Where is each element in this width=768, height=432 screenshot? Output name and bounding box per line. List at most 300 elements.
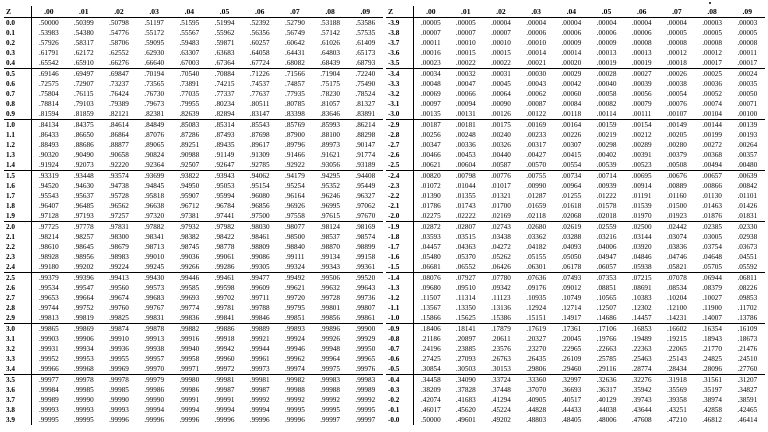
table-row	[386, 313, 765, 324]
probability-cell: .93822	[172, 171, 207, 182]
z-value-cell: -0.5	[386, 364, 413, 375]
probability-cell: .99993	[73, 406, 94, 414]
probability-cell: .15151	[526, 314, 547, 322]
probability-cell: .00164	[554, 120, 589, 131]
z-value-cell: 2.5	[4, 273, 31, 284]
probability-cell: .00017	[737, 59, 758, 67]
probability-cell: .99910	[109, 335, 129, 343]
probability-cell: .73891	[179, 80, 200, 88]
probability-cell: .99266	[179, 263, 200, 271]
probability-cell: .00939	[596, 182, 617, 190]
probability-cell: .88298	[355, 131, 376, 139]
probability-cell: .00060	[561, 90, 582, 98]
probability-cell: .14007	[702, 314, 722, 322]
probability-cell: .00036	[702, 80, 722, 88]
z-value-cell: 3.1	[4, 334, 31, 344]
z-value-cell: -3.9	[386, 18, 413, 29]
z-value-cell: 1.4	[4, 160, 31, 171]
probability-cell: .02500	[624, 222, 659, 233]
probability-cell: .96246	[320, 192, 340, 200]
probability-cell: .00052	[702, 90, 722, 98]
table-row	[386, 405, 765, 415]
probability-cell: .82121	[109, 110, 129, 118]
probability-cell: .71226	[242, 69, 277, 80]
probability-cell: .99996	[144, 416, 165, 424]
probability-cell: .96712	[179, 202, 200, 210]
table-row	[4, 222, 383, 233]
probability-cell: .94062	[242, 171, 277, 182]
z-value-cell: 0.2	[4, 38, 31, 48]
probability-cell: .00084	[561, 100, 582, 108]
probability-cell: .98300	[109, 233, 129, 241]
probability-cell: .16853	[624, 324, 659, 335]
probability-cell: .00035	[737, 80, 758, 88]
probability-cell: .98645	[73, 243, 94, 251]
probability-cell: .14686	[596, 314, 617, 322]
probability-cell: .00264	[737, 141, 758, 149]
probability-cell: .89251	[179, 141, 200, 149]
probability-cell: .91774	[355, 151, 376, 159]
probability-cell: .99245	[144, 263, 165, 271]
probability-cell: .00914	[631, 182, 652, 190]
probability-cell: .00453	[455, 151, 476, 159]
probability-cell: .94738	[109, 182, 129, 190]
probability-cell: .00676	[659, 171, 694, 182]
probability-cell: .00256	[420, 131, 441, 139]
hundredths-column-header: .04	[172, 6, 207, 18]
probability-cell: .99878	[137, 324, 172, 335]
probability-cell: .29116	[596, 365, 617, 373]
table-row	[4, 364, 383, 375]
probability-cell: .00139	[730, 120, 765, 131]
probability-cell: .90658	[109, 151, 129, 159]
z-value-cell: 1.9	[4, 211, 31, 222]
table-row	[386, 201, 765, 211]
probability-cell: .85543	[242, 120, 277, 131]
probability-cell: .00122	[526, 110, 547, 118]
probability-cell: .00111	[632, 110, 652, 118]
probability-cell: .98809	[249, 243, 270, 251]
probability-cell: .00964	[561, 182, 582, 190]
probability-cell: .77337	[214, 90, 235, 98]
probability-cell: .61791	[38, 49, 59, 57]
z-value-cell: -1.4	[386, 273, 413, 284]
hundredths-column-header: .03	[137, 6, 172, 18]
probability-cell: .99506	[313, 273, 348, 284]
probability-cell: .00233	[526, 131, 547, 139]
probability-cell: .00020	[561, 59, 582, 67]
probability-cell: .99547	[73, 284, 94, 292]
probability-cell: .97320	[144, 212, 165, 220]
probability-cell: .40905	[526, 396, 547, 404]
probability-cell: .98574	[355, 233, 376, 241]
probability-cell: .92220	[109, 161, 129, 169]
probability-cell: .97982	[207, 222, 242, 233]
probability-cell: .03836	[667, 243, 687, 251]
probability-cell: .07215	[624, 273, 659, 284]
probability-cell: .77637	[249, 90, 270, 98]
probability-cell: .10749	[561, 294, 582, 302]
probability-cell: .87286	[179, 131, 200, 139]
probability-cell: .06057	[596, 263, 617, 271]
probability-cell: .00023	[420, 59, 441, 67]
probability-cell: .97725	[31, 222, 66, 233]
probability-cell: .93319	[31, 171, 66, 182]
probability-cell: .90490	[73, 151, 94, 159]
probability-cell: .49601	[455, 416, 476, 424]
probability-cell: .47210	[667, 416, 687, 424]
probability-cell: .03515	[455, 233, 476, 241]
probability-cell: .01160	[667, 192, 687, 200]
probability-cell: .10027	[702, 294, 722, 302]
probability-cell: .01321	[491, 192, 511, 200]
table-row	[4, 99, 383, 109]
probability-cell: .31207	[730, 375, 765, 386]
probability-cell: .96327	[355, 192, 376, 200]
probability-cell: .97831	[101, 222, 136, 233]
probability-cell: .70194	[137, 69, 172, 80]
probability-cell: .97670	[355, 212, 376, 220]
probability-cell: .34827	[737, 386, 758, 394]
probability-cell: .76115	[74, 90, 94, 98]
probability-cell: .99973	[249, 365, 270, 373]
probability-cell: .00010	[526, 39, 547, 47]
table-row	[386, 273, 765, 284]
probability-cell: .00007	[491, 29, 511, 37]
table-row	[4, 140, 383, 150]
probability-cell: .00820	[413, 171, 448, 182]
table-row	[386, 140, 765, 150]
z-value-cell: -1.6	[386, 252, 413, 262]
probability-cell: .29460	[561, 365, 582, 373]
probability-cell: .01970	[631, 212, 652, 220]
probability-cell: .06301	[526, 263, 547, 271]
probability-cell: .07636	[519, 273, 554, 284]
probability-cell: .06178	[561, 263, 582, 271]
probability-cell: .73237	[109, 80, 129, 88]
probability-cell: .99995	[320, 406, 340, 414]
probability-cell: .86864	[109, 131, 129, 139]
probability-cell: .00045	[491, 80, 511, 88]
probability-cell: .99224	[109, 263, 129, 271]
probability-cell: .19489	[631, 335, 652, 343]
probability-cell: .07078	[659, 273, 694, 284]
hundredths-column-header: .00	[31, 6, 66, 18]
probability-cell: .72575	[38, 80, 59, 88]
z-value-cell: 3.0	[4, 324, 31, 335]
probability-cell: .99978	[101, 375, 136, 386]
probability-cell: .00219	[596, 131, 617, 139]
probability-cell: .61026	[320, 39, 340, 47]
probability-cell: .98500	[285, 233, 305, 241]
probability-cell: .99653	[38, 294, 59, 302]
z-value-cell: -3.5	[386, 58, 413, 69]
probability-cell: .05938	[631, 263, 652, 271]
probability-cell: .99994	[179, 406, 200, 414]
probability-cell: .02619	[554, 222, 589, 233]
probability-cell: .00032	[448, 69, 483, 80]
probability-cell: .00126	[491, 110, 511, 118]
probability-cell: .24196	[420, 345, 441, 353]
probability-cell: .01700	[491, 202, 511, 210]
probability-cell: .91924	[38, 161, 59, 169]
probability-cell: .99993	[109, 406, 129, 414]
hundredths-column-header: .07	[277, 6, 312, 18]
probability-cell: .99560	[109, 284, 129, 292]
probability-cell: .37828	[455, 386, 476, 394]
probability-cell: .12714	[561, 304, 582, 312]
probability-cell: .17619	[519, 324, 554, 335]
probability-cell: .92364	[144, 161, 165, 169]
probability-cell: .00069	[420, 90, 441, 98]
probability-cell: .99825	[109, 314, 129, 322]
probability-cell: .00014	[526, 49, 547, 57]
probability-cell: .00539	[596, 161, 617, 169]
probability-cell: .91466	[285, 151, 305, 159]
probability-cell: .04006	[596, 243, 617, 251]
probability-cell: .12100	[667, 304, 687, 312]
probability-cell: .51994	[214, 19, 235, 27]
probability-cell: .97882	[137, 222, 172, 233]
probability-cell: .22965	[561, 345, 582, 353]
probability-cell: .92785	[249, 161, 270, 169]
probability-cell: .62930	[144, 49, 165, 57]
probability-cell: .84375	[66, 120, 101, 131]
table-row	[4, 313, 383, 324]
probability-cell: .99961	[249, 355, 270, 363]
table-row	[4, 252, 383, 262]
probability-cell: .00508	[667, 161, 687, 169]
table-header-row	[386, 6, 765, 18]
probability-cell: .00010	[491, 39, 511, 47]
probability-cell: .12507	[596, 304, 617, 312]
table-row	[386, 354, 765, 364]
probability-cell: .02169	[491, 212, 511, 220]
probability-cell: .01539	[631, 202, 652, 210]
table-row	[386, 130, 765, 140]
probability-cell: .99918	[214, 335, 235, 343]
probability-cell: .44433	[561, 406, 582, 414]
probability-cell: .84134	[31, 120, 66, 131]
probability-cell: .91149	[214, 151, 235, 159]
z-value-cell: -1.8	[386, 232, 413, 242]
probability-cell: .36317	[596, 386, 617, 394]
probability-cell: .64803	[320, 49, 340, 57]
z-value-cell: 2.4	[4, 262, 31, 273]
z-value-cell: -0.1	[386, 405, 413, 415]
probability-cell: .00008	[737, 39, 758, 47]
probability-cell: .94179	[277, 171, 312, 182]
probability-cell: .99969	[109, 365, 129, 373]
probability-cell: .00604	[455, 161, 476, 169]
probability-cell: .99966	[38, 365, 59, 373]
probability-cell: .99970	[144, 365, 165, 373]
probability-cell: .00990	[526, 182, 547, 190]
table-row	[386, 375, 765, 386]
table-row	[386, 69, 765, 80]
table-row	[386, 150, 765, 160]
probability-cell: .00181	[448, 120, 483, 131]
probability-cell: .99987	[249, 386, 270, 394]
probability-cell: .00639	[730, 171, 765, 182]
probability-cell: .99461	[207, 273, 242, 284]
probability-cell: .96856	[249, 202, 270, 210]
table-row	[4, 283, 383, 293]
probability-cell: .76730	[144, 90, 165, 98]
probability-cell: .99975	[320, 365, 340, 373]
probability-cell: .59095	[144, 39, 165, 47]
probability-cell: .99010	[144, 253, 165, 261]
z-value-cell: -0.7	[386, 344, 413, 354]
probability-cell: .99856	[320, 314, 340, 322]
probability-cell: .99819	[73, 314, 94, 322]
probability-cell: .04182	[526, 243, 547, 251]
hundredths-column-header: .01	[66, 6, 101, 18]
table-row	[4, 79, 383, 89]
probability-cell: .94520	[38, 182, 59, 190]
probability-cell: .77035	[179, 90, 200, 98]
probability-cell: .32636	[589, 375, 624, 386]
z-value-cell: -0.4	[386, 375, 413, 386]
probability-cell: .89973	[320, 141, 340, 149]
probability-cell: .70540	[172, 69, 207, 80]
table-row	[4, 201, 383, 211]
probability-cell: .18141	[448, 324, 483, 335]
table-row	[386, 252, 765, 262]
probability-cell: .14457	[631, 314, 652, 322]
probability-cell: .99948	[320, 345, 340, 353]
probability-cell: .94408	[348, 171, 383, 182]
table-row	[4, 150, 383, 160]
probability-cell: .03144	[631, 233, 652, 241]
probability-cell: .01101	[737, 192, 758, 200]
probability-cell: .00391	[631, 151, 652, 159]
table-row	[386, 99, 765, 109]
probability-cell: .81594	[38, 110, 59, 118]
probability-cell: .00842	[737, 182, 758, 190]
probability-cell: .99990	[144, 396, 165, 404]
probability-cell: .99996	[214, 416, 235, 424]
probability-cell: .48006	[596, 416, 617, 424]
table-row	[386, 38, 765, 48]
probability-cell: .98124	[313, 222, 348, 233]
probability-cell: .99995	[73, 416, 94, 424]
table-row	[4, 89, 383, 99]
probability-cell: .00004	[491, 19, 511, 27]
probability-cell: .22663	[596, 345, 617, 353]
probability-cell: .79389	[109, 100, 129, 108]
probability-cell: .99996	[249, 416, 270, 424]
table-row	[4, 395, 383, 405]
probability-cell: .59483	[179, 39, 200, 47]
probability-cell: .03074	[667, 233, 687, 241]
probability-cell: .48405	[561, 416, 582, 424]
probability-cell: .99767	[144, 304, 165, 312]
z-value-cell: -0.9	[386, 324, 413, 335]
table-row	[386, 18, 765, 29]
probability-cell: .99861	[355, 314, 376, 322]
probability-cell: .43251	[667, 406, 687, 414]
probability-cell: .26763	[491, 355, 511, 363]
probability-cell: .99964	[320, 355, 340, 363]
hundredths-column-header: .08	[695, 6, 730, 18]
probability-cell: .99995	[285, 406, 305, 414]
probability-cell: .05480	[420, 253, 441, 261]
z-column-header: Z	[386, 6, 413, 18]
probability-cell: .00187	[413, 120, 448, 131]
probability-cell: .69847	[101, 69, 136, 80]
table-row	[4, 38, 383, 48]
probability-cell: .99882	[172, 324, 207, 335]
probability-cell: .99974	[285, 365, 305, 373]
probability-cell: .00107	[667, 110, 687, 118]
table-body	[386, 18, 765, 426]
hundredths-column-header: .03	[519, 6, 554, 18]
probability-cell: .03920	[631, 243, 652, 251]
probability-cell: .04272	[491, 243, 511, 251]
probability-cell: .00010	[455, 39, 476, 47]
probability-cell: .42465	[737, 406, 758, 414]
probability-cell: .99926	[320, 335, 340, 343]
probability-cell: .93056	[320, 161, 340, 169]
z-value-cell: -3.7	[386, 38, 413, 48]
probability-cell: .99598	[214, 284, 235, 292]
probability-cell: .99801	[320, 304, 340, 312]
probability-cell: .99609	[249, 284, 270, 292]
probability-cell: .82639	[179, 110, 200, 118]
probability-cell: .09510	[455, 284, 476, 292]
table-row	[386, 232, 765, 242]
probability-cell: .99996	[109, 416, 129, 424]
probability-cell: .99643	[355, 284, 376, 292]
probability-cell: .37070	[526, 386, 547, 394]
probability-cell: .00776	[483, 171, 518, 182]
probability-cell: .05050	[561, 253, 582, 261]
probability-cell: .01743	[455, 202, 476, 210]
z-value-cell: 1.3	[4, 150, 31, 160]
z-value-cell: -0.3	[386, 385, 413, 395]
probability-cell: .00018	[667, 59, 687, 67]
probability-cell: .58317	[73, 39, 94, 47]
probability-cell: .99996	[285, 416, 305, 424]
probability-cell: .00427	[526, 151, 547, 159]
probability-cell: .00440	[491, 151, 511, 159]
probability-cell: .99934	[73, 345, 94, 353]
probability-cell: .99711	[249, 294, 270, 302]
probability-cell: .77935	[285, 90, 305, 98]
probability-cell: .00012	[667, 49, 687, 57]
probability-cell: .99836	[179, 314, 200, 322]
probability-cell: .07353	[589, 273, 624, 284]
table-row	[386, 181, 765, 191]
table-row	[4, 58, 383, 69]
probability-cell: .98610	[38, 243, 59, 251]
table-row	[4, 354, 383, 364]
probability-cell: .39358	[667, 396, 687, 404]
probability-cell: .40129	[596, 396, 617, 404]
probability-cell: .34090	[448, 375, 483, 386]
probability-cell: .99988	[285, 386, 305, 394]
probability-cell: .85314	[207, 120, 242, 131]
probability-cell: .05262	[491, 253, 511, 261]
probability-cell: .00004	[526, 19, 547, 27]
table-row	[386, 334, 765, 344]
hundredths-column-header: .07	[659, 6, 694, 18]
probability-cell: .00007	[420, 29, 441, 37]
probability-cell: .01255	[561, 192, 582, 200]
probability-cell: .99972	[214, 365, 235, 373]
probability-cell: .28434	[667, 365, 687, 373]
